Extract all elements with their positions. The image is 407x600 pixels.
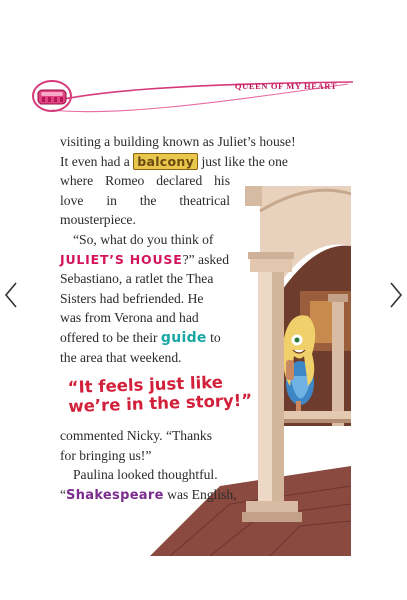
quote-line: “It feels just like bbox=[67, 372, 224, 398]
text-span: Paulina looked thoughtful. bbox=[73, 467, 218, 483]
text-span: visiting a building known as Juliet’s house! bbox=[60, 134, 296, 149]
text-line bbox=[60, 485, 308, 505]
keyword-shakespeare: Shakespeare bbox=[66, 487, 164, 503]
text-span: was from Verona and had bbox=[60, 310, 199, 326]
text-span: where bbox=[60, 173, 94, 189]
text-span: declared bbox=[156, 173, 203, 189]
text-span: the area that weekend. bbox=[60, 349, 182, 365]
keyword-balcony: balcony bbox=[133, 153, 198, 170]
header-swoosh-decoration bbox=[28, 70, 358, 130]
text-span: “ bbox=[60, 486, 67, 502]
text-span: for bringing us!” bbox=[60, 447, 152, 463]
highlighted-quote bbox=[67, 370, 298, 416]
text-span: mousterpiece. bbox=[60, 212, 136, 228]
text-span: Romeo bbox=[105, 173, 145, 189]
heart-emblem-icon bbox=[38, 90, 66, 104]
text-line bbox=[60, 269, 308, 289]
chevron-left-icon bbox=[2, 280, 20, 310]
text-span: ?” asked bbox=[182, 251, 229, 267]
text-line bbox=[60, 152, 308, 172]
text-line bbox=[60, 348, 308, 368]
text-line bbox=[60, 132, 308, 152]
running-head: QUEEN OF MY HEART bbox=[234, 81, 337, 91]
chevron-right-icon bbox=[387, 280, 405, 310]
text-span: the bbox=[139, 192, 157, 208]
prev-page-button[interactable] bbox=[2, 280, 20, 310]
text-span: theatrical bbox=[179, 192, 230, 208]
text-line bbox=[60, 230, 308, 250]
text-span: Sisters had befriended. He bbox=[60, 290, 204, 306]
text-span: It even had a bbox=[60, 153, 130, 169]
text-line bbox=[60, 465, 308, 485]
text-span: “So, what do you think of bbox=[73, 231, 214, 247]
text-span: to bbox=[210, 329, 221, 345]
keyword-guide: guide bbox=[160, 329, 207, 346]
text-span: his bbox=[214, 173, 230, 189]
text-line bbox=[60, 250, 308, 270]
text-line bbox=[60, 308, 308, 328]
text-span: commented Nicky. “Thanks bbox=[60, 428, 213, 443]
next-page-button[interactable] bbox=[387, 280, 405, 310]
text-span: Sebastiano, a ratlet the Thea bbox=[60, 271, 214, 287]
text-line bbox=[60, 171, 230, 191]
body-text-block-2 bbox=[60, 426, 308, 504]
quote-line: we’re in the story!” bbox=[68, 390, 253, 417]
text-line bbox=[60, 426, 308, 446]
body-text-block bbox=[60, 132, 308, 367]
text-span: was English, bbox=[167, 486, 237, 502]
text-span: offered to be their bbox=[60, 329, 158, 345]
text-span: in bbox=[106, 192, 117, 208]
text-line bbox=[60, 191, 230, 211]
keyword-juliets-house: JULIET’S HOUSE bbox=[60, 251, 183, 267]
text-span: love bbox=[60, 192, 84, 208]
text-line bbox=[60, 210, 308, 230]
text-line bbox=[60, 328, 308, 348]
text-line bbox=[60, 446, 308, 466]
text-line bbox=[60, 289, 308, 309]
text-span: just like the one bbox=[201, 153, 288, 169]
